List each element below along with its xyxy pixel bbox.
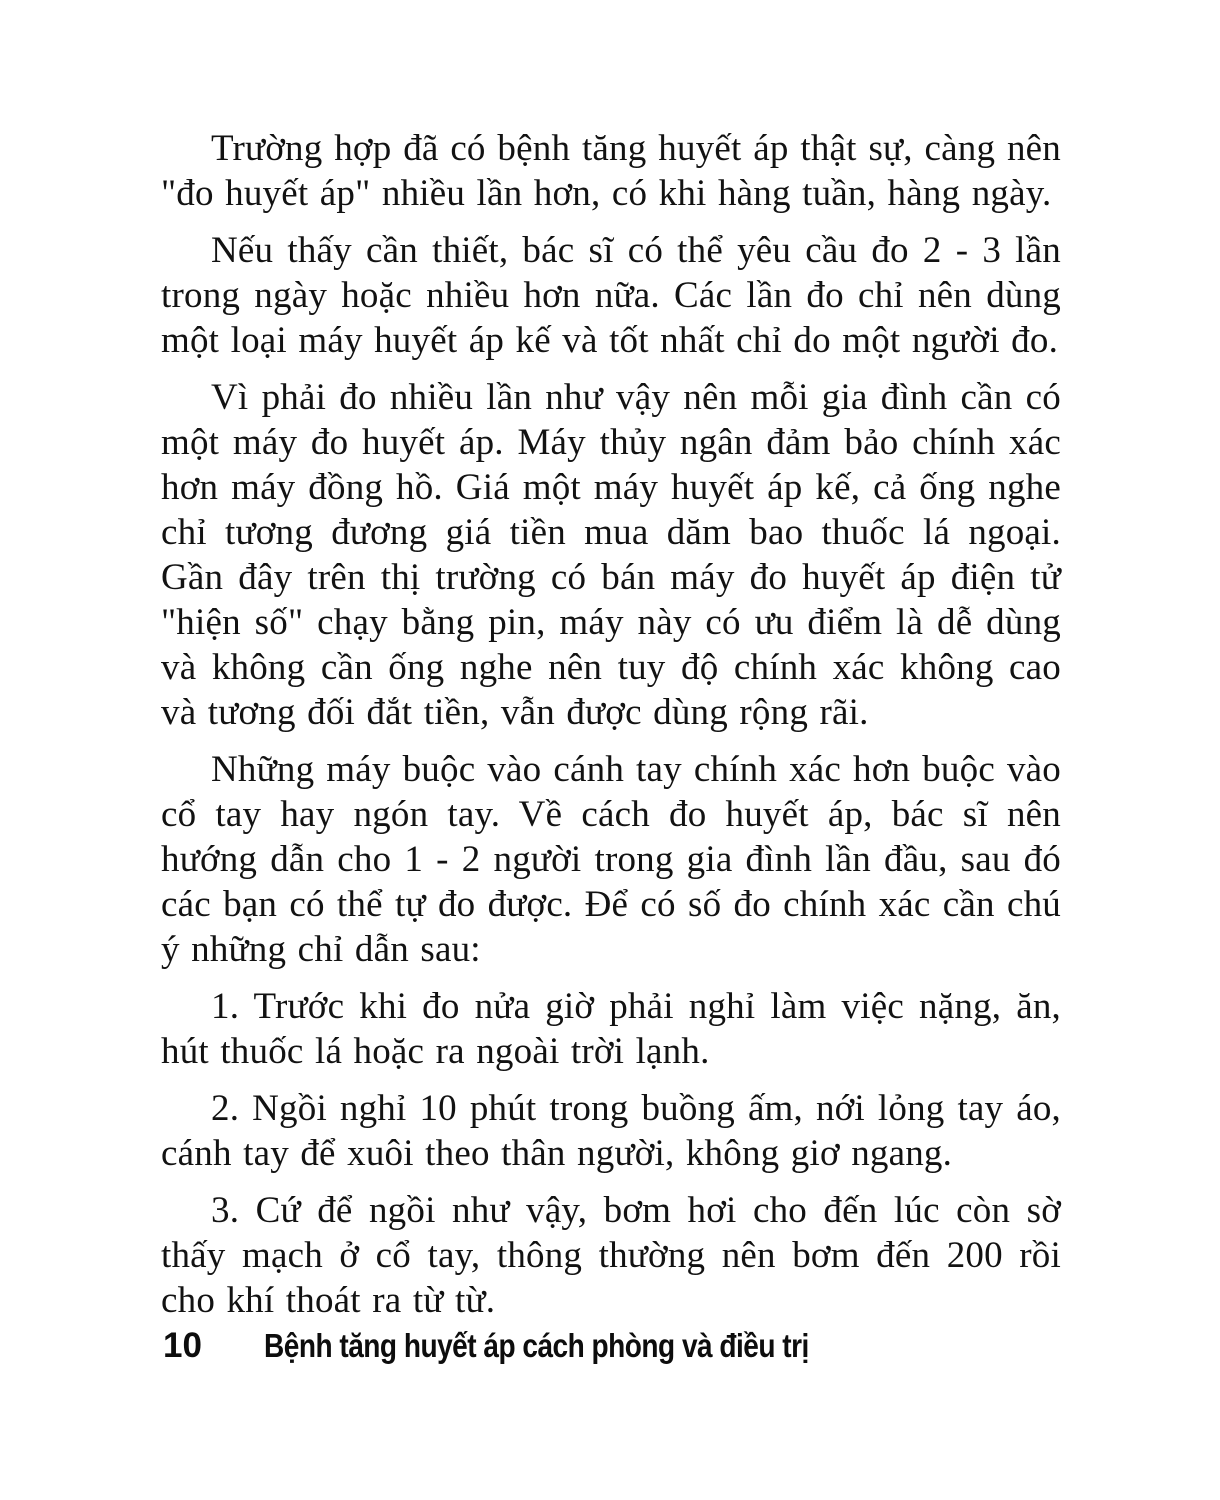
page-body	[161, 126, 1061, 1335]
list-item-1: 1. Trước khi đo nửa giờ phải nghỉ làm việc nặng, ăn, hút thuốc lá hoặc ra ngoài trời lạnh.	[161, 986, 1061, 1072]
list-item-2: 2. Ngồi nghỉ 10 phút trong buồng ấm, nới lỏng tay áo, cánh tay để xuôi theo thân người, không giơ ngang.	[161, 1088, 1061, 1174]
list-item-3: 3. Cứ để ngồi như vậy, bơm hơi cho đến lúc còn sờ thấy mạch ở cổ tay, thông thường nên bơm đến 200 rồi cho khí thoát ra từ từ.	[161, 1190, 1061, 1321]
body-paragraph: Vì phải đo nhiều lần như vậy nên mỗi gia đình cần có một máy đo huyết áp. Máy thủy ngân đảm bảo chính xác hơn máy đồng hồ. Giá một máy huyết áp kế, cả ống nghe chỉ tương đương giá tiền mua dăm bao thuốc lá ngoại. Gần đây trên thị trường có bán máy đo huyết áp điện tử "hiện số" chạy bằng pin, máy này có ưu điểm là dễ dùng và không cần ống nghe nên tuy độ chính xác không cao và tương đối đắt tiền, vẫn được dùng rộng rãi.	[161, 377, 1061, 733]
running-title: Bệnh tăng huyết áp cách phòng và điều trị	[263, 1327, 809, 1364]
page-number: 10	[163, 1326, 202, 1365]
body-paragraph: Nếu thấy cần thiết, bác sĩ có thể yêu cầu đo 2 - 3 lần trong ngày hoặc nhiều hơn nữa. Các lần đo chỉ nên dùng một loại máy huyết áp kế và tốt nhất chỉ do một người đo.	[161, 230, 1061, 361]
body-paragraph: Những máy buộc vào cánh tay chính xác hơn buộc vào cổ tay hay ngón tay. Về cách đo huyết áp, bác sĩ nên hướng dẫn cho 1 - 2 người trong gia đình lần đầu, sau đó các bạn có thể tự đo được. Để có số đo chính xác cần chú ý những chỉ dẫn sau:	[161, 749, 1061, 970]
body-paragraph: Trường hợp đã có bệnh tăng huyết áp thật sự, càng nên "đo huyết áp" nhiều lần hơn, có khi hàng tuần, hàng ngày.	[161, 128, 1061, 214]
page-footer	[163, 1328, 1083, 1363]
